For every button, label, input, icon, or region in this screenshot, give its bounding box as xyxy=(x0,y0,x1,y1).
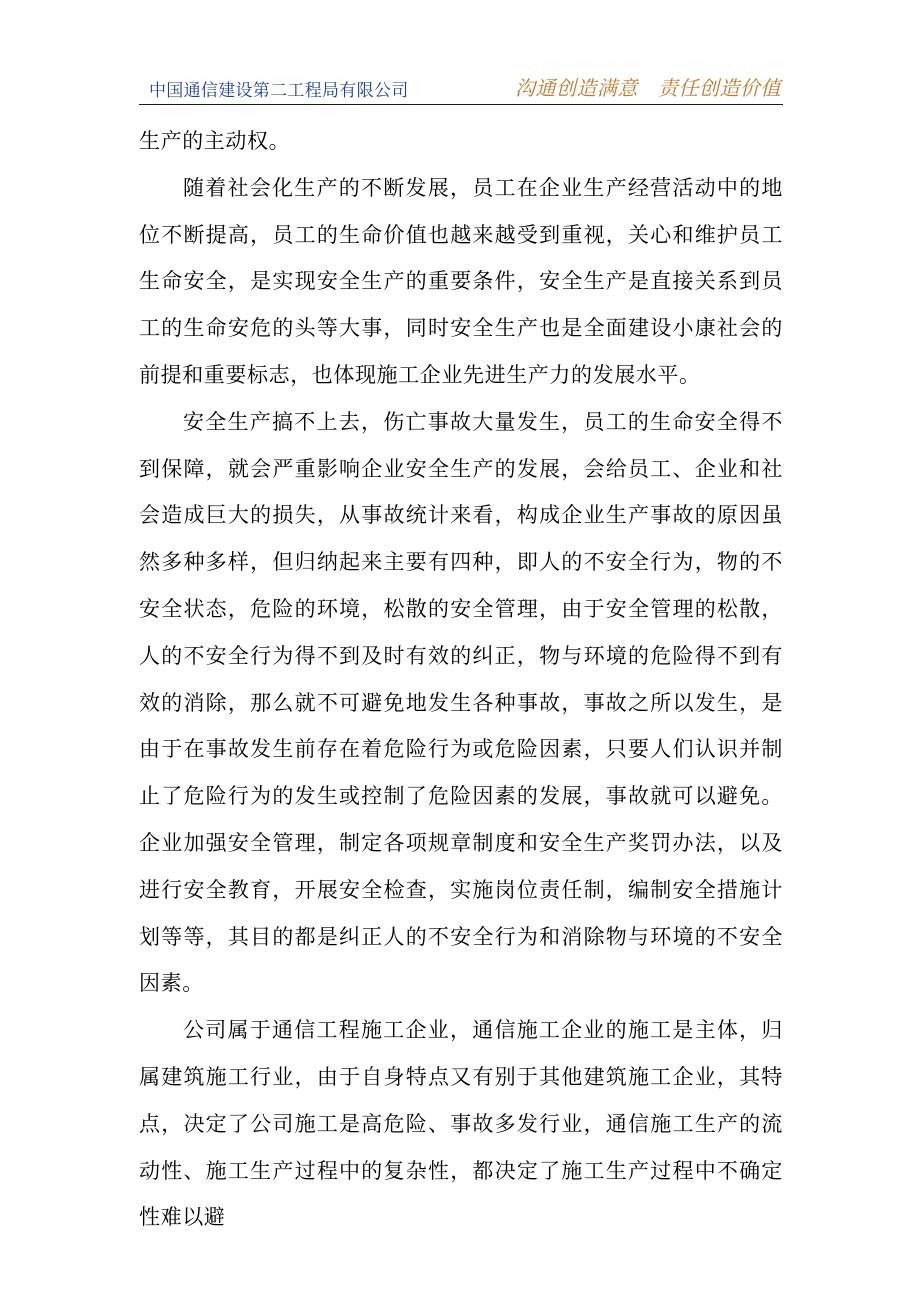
paragraph-company-characteristics: 公司属于通信工程施工企业，通信施工企业的施工是主体，归属建筑施工行业，由于自身特点又有别于其他建筑施工企业，其特点，决定了公司施工是高危险、事故多发行业，通信施工生产的流动性、施工生产过程中的复杂性，都决定了施工生产过程中不确定性难以避 xyxy=(139,1018,783,1230)
header-slogan xyxy=(515,72,781,101)
document-body xyxy=(139,118,783,1241)
paragraph-accident-causes: 安全生产搞不上去，伤亡事故大量发生，员工的生命安全得不到保障，就会严重影响企业安全生产的发展，会给员工、企业和社会造成巨大的损失，从事故统计来看，构成企业生产事故的原因虽然多种多样，但归纳起来主要有四种，即人的不安全行为，物的不安全状态，危险的环境，松散的安全管理，由于安全管理的松散，人的不安全行为得不到及时有效的纠正，物与环境的危险得不到有效的消除，那么就不可避免地发生各种事故，事故之所以发生，是由于在事故发生前存在着危险行为或危险因素，只要人们认识并制止了危险行为的发生或控制了危险因素的发展，事故就可以避免。企业加强安全管理，制定各项规章制度和安全生产奖罚办法，以及进行安全教育，开展安全检查，实施岗位责任制，编制安全措施计划等等，其目的都是纠正人的不安全行为和消除物与环境的不安全因素。 xyxy=(139,409,783,996)
paragraph-employee-safety: 随着社会化生产的不断发展，员工在企业生产经营活动中的地位不断提高，员工的生命价值也越来越受到重视，关心和维护员工生命安全，是实现安全生产的重要条件，安全生产是直接关系到员工的生命安危的头等大事，同时安全生产也是全面建设小康社会的前提和重要标志，也体现施工企业先进生产力的发展水平。 xyxy=(139,175,783,387)
company-name: 中国通信建设第二工程局有限公司 xyxy=(149,81,409,101)
slogan-satisfaction: 沟通创造满意 xyxy=(515,76,638,100)
page-header xyxy=(139,68,783,105)
slogan-value: 责任创造价值 xyxy=(658,76,781,100)
paragraph-continuation: 生产的主动权。 xyxy=(139,129,291,153)
